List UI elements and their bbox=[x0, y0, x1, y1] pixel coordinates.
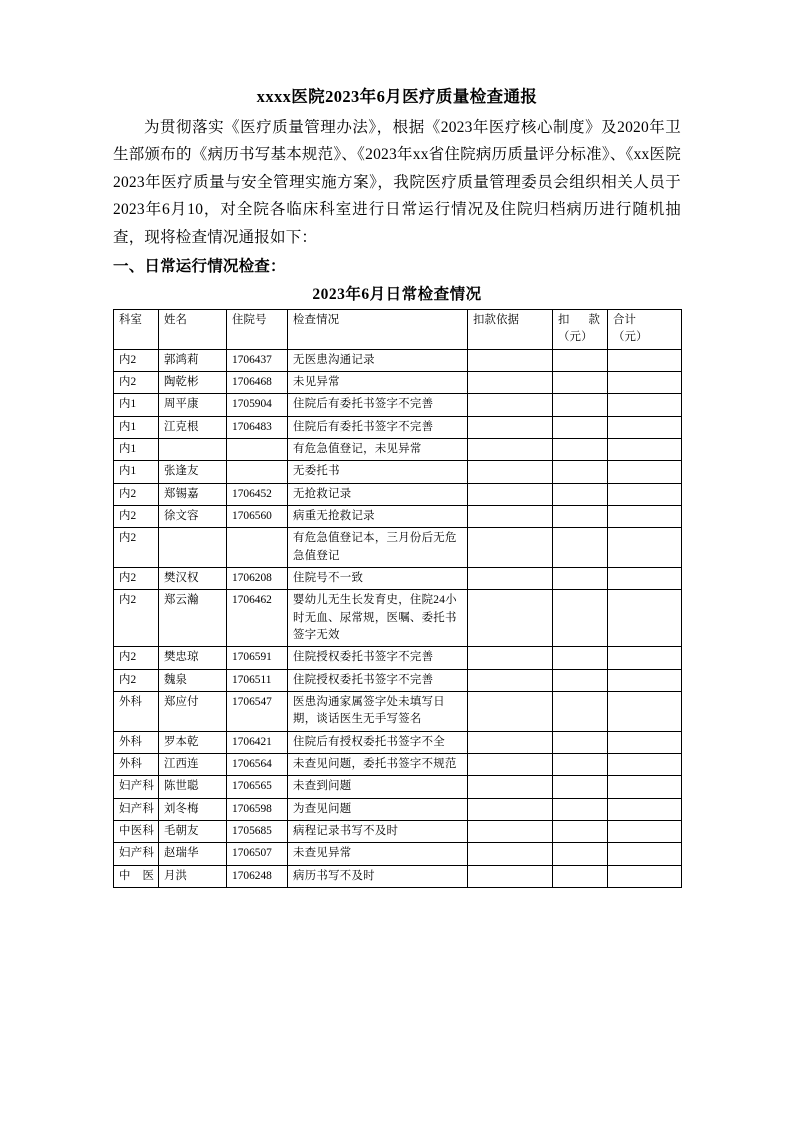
cell-admission-number-text: 1706507 bbox=[232, 847, 272, 860]
cell-department-text: 中医科 bbox=[119, 824, 154, 837]
column-header-department: 科室 bbox=[114, 310, 159, 350]
cell-inspection-text: 未查到问题 bbox=[293, 780, 352, 793]
cell-deduction-basis bbox=[468, 798, 553, 820]
cell-department: 外科 bbox=[114, 731, 159, 753]
cell-deduction-basis bbox=[468, 776, 553, 798]
cell-inspection-text: 有危急值登记，未见异常 bbox=[293, 443, 422, 455]
cell-total-amount bbox=[608, 865, 682, 887]
cell-name: 郑锡嘉 bbox=[159, 483, 227, 505]
cell-inspection-text: 住院授权委托书签字不完善 bbox=[293, 651, 434, 664]
cell-admission-number-text: 1706468 bbox=[232, 376, 272, 389]
cell-admission-number-text: 1706547 bbox=[232, 695, 272, 708]
table-row bbox=[114, 731, 682, 753]
table-row bbox=[114, 461, 682, 483]
cell-inspection bbox=[288, 505, 468, 527]
cell-department-text: 妇产科 bbox=[119, 780, 154, 793]
cell-inspection bbox=[288, 439, 468, 461]
cell-inspection bbox=[288, 691, 468, 731]
cell-deduction-amount bbox=[553, 567, 608, 589]
cell-deduction-basis bbox=[468, 394, 553, 416]
deduction-header-line-2: （元） bbox=[558, 331, 593, 344]
cell-department: 内2 bbox=[114, 567, 159, 589]
cell-total-amount bbox=[608, 505, 682, 527]
column-header-inspection-findings: 检查情况 bbox=[288, 310, 468, 350]
cell-deduction-basis bbox=[468, 483, 553, 505]
cell-admission-number-text: 1706591 bbox=[232, 651, 272, 664]
column-header-deduction-basis: 扣款依据 bbox=[468, 310, 553, 350]
table-header bbox=[114, 310, 682, 350]
table-row bbox=[114, 843, 682, 865]
cell-name: 樊汉权 bbox=[159, 567, 227, 589]
cell-inspection bbox=[288, 349, 468, 371]
cell-admission-number-text: 1706421 bbox=[232, 735, 272, 748]
cell-admission-number bbox=[227, 372, 288, 394]
cell-inspection-text: 病程记录书写不及时 bbox=[293, 824, 399, 837]
cell-inspection bbox=[288, 590, 468, 647]
cell-name: 陶乾彬 bbox=[159, 372, 227, 394]
cell-total-amount bbox=[608, 349, 682, 371]
cell-department-text: 妇产科 bbox=[119, 847, 154, 860]
cell-deduction-amount bbox=[553, 865, 608, 887]
table-row bbox=[114, 669, 682, 691]
cell-department bbox=[114, 843, 159, 865]
cell-total-amount bbox=[608, 372, 682, 394]
cell-name: 郑云瀚 bbox=[159, 590, 227, 647]
cell-admission-number bbox=[227, 505, 288, 527]
table-caption: 2023年6月日常检查情况 bbox=[312, 286, 482, 304]
cell-deduction-basis bbox=[468, 528, 553, 568]
cell-total-amount bbox=[608, 669, 682, 691]
cell-admission-number bbox=[227, 669, 288, 691]
cell-admission-number bbox=[227, 753, 288, 775]
cell-deduction-amount bbox=[553, 669, 608, 691]
cell-admission-number bbox=[227, 461, 288, 483]
cell-name: 郭鸿莉 bbox=[159, 349, 227, 371]
cell-total-amount bbox=[608, 394, 682, 416]
cell-name: 月洪 bbox=[159, 865, 227, 887]
cell-department: 内2 bbox=[114, 528, 159, 568]
cell-total-amount bbox=[608, 843, 682, 865]
cell-department bbox=[114, 865, 159, 887]
cell-inspection-text: 未查见问题，委托书签字不规范 bbox=[293, 757, 457, 770]
cell-inspection-text: 住院后有委托书签字不完善 bbox=[293, 420, 434, 433]
column-header-deduction-amount bbox=[553, 310, 608, 350]
cell-inspection bbox=[288, 483, 468, 505]
cell-inspection-text: 住院后有授权委托书签字不全 bbox=[293, 735, 445, 748]
page-title: xxxx医院2023年6月医疗质量检查通报 bbox=[256, 87, 538, 106]
cell-deduction-amount bbox=[553, 349, 608, 371]
column-header-total-amount bbox=[608, 310, 682, 350]
table-row bbox=[114, 505, 682, 527]
cell-deduction-basis bbox=[468, 865, 553, 887]
cell-admission-number-text: 1706511 bbox=[232, 673, 272, 686]
cell-deduction-amount bbox=[553, 843, 608, 865]
cell-total-amount bbox=[608, 416, 682, 438]
deduction-header-line-1: 扣 款 bbox=[558, 314, 600, 327]
cell-deduction-amount bbox=[553, 394, 608, 416]
cell-total-amount bbox=[608, 590, 682, 647]
cell-name: 魏泉 bbox=[159, 669, 227, 691]
cell-inspection-text: 未查见异常 bbox=[293, 847, 352, 860]
cell-admission-number-text: 1705685 bbox=[232, 824, 272, 837]
cell-name: 徐文容 bbox=[159, 505, 227, 527]
cell-deduction-basis bbox=[468, 590, 553, 647]
cell-admission-number-text: 1706208 bbox=[232, 571, 272, 584]
cell-inspection bbox=[288, 416, 468, 438]
cell-name: 郑应付 bbox=[159, 691, 227, 731]
cell-inspection bbox=[288, 669, 468, 691]
cell-inspection bbox=[288, 567, 468, 589]
cell-admission-number-text: 1706483 bbox=[232, 420, 272, 433]
cell-deduction-basis bbox=[468, 461, 553, 483]
cell-department: 内2 bbox=[114, 669, 159, 691]
cell-inspection-text: 病历书写不及时 bbox=[293, 869, 375, 882]
cell-inspection-text: 未见异常 bbox=[293, 376, 340, 389]
cell-name: 刘冬梅 bbox=[159, 798, 227, 820]
cell-admission-number-text: 1706560 bbox=[232, 509, 272, 522]
cell-name bbox=[159, 439, 227, 461]
cell-admission-number bbox=[227, 349, 288, 371]
cell-inspection bbox=[288, 528, 468, 568]
cell-department bbox=[114, 798, 159, 820]
table-row bbox=[114, 691, 682, 731]
cell-name: 陈世聪 bbox=[159, 776, 227, 798]
cell-admission-number bbox=[227, 843, 288, 865]
cell-admission-number-text: 1706598 bbox=[232, 802, 272, 815]
cell-admission-number-text: 1706462 bbox=[232, 594, 272, 607]
total-header-line-1: 合计 bbox=[613, 314, 637, 327]
table-row bbox=[114, 647, 682, 669]
table-row bbox=[114, 798, 682, 820]
cell-inspection bbox=[288, 843, 468, 865]
cell-admission-number bbox=[227, 647, 288, 669]
cell-department: 内2 bbox=[114, 483, 159, 505]
cell-name bbox=[159, 528, 227, 568]
cell-department: 内2 bbox=[114, 647, 159, 669]
column-header-name: 姓名 bbox=[159, 310, 227, 350]
cell-admission-number bbox=[227, 416, 288, 438]
cell-admission-number bbox=[227, 567, 288, 589]
cell-inspection-text: 医患沟通家属签字处未填写日期，谈话医生无手写签名 bbox=[293, 695, 445, 726]
cell-department: 内2 bbox=[114, 505, 159, 527]
cell-inspection bbox=[288, 647, 468, 669]
cell-deduction-amount bbox=[553, 416, 608, 438]
cell-deduction-amount bbox=[553, 691, 608, 731]
cell-department: 内1 bbox=[114, 394, 159, 416]
cell-deduction-amount bbox=[553, 483, 608, 505]
table-row bbox=[114, 820, 682, 842]
cell-admission-number bbox=[227, 439, 288, 461]
cell-deduction-amount bbox=[553, 461, 608, 483]
table-body bbox=[114, 349, 682, 887]
cell-department bbox=[114, 820, 159, 842]
cell-deduction-basis bbox=[468, 820, 553, 842]
cell-total-amount bbox=[608, 528, 682, 568]
cell-deduction-amount bbox=[553, 798, 608, 820]
cell-deduction-basis bbox=[468, 416, 553, 438]
cell-name: 毛朝友 bbox=[159, 820, 227, 842]
cell-admission-number bbox=[227, 820, 288, 842]
cell-department: 内2 bbox=[114, 349, 159, 371]
cell-deduction-basis bbox=[468, 439, 553, 461]
cell-department: 内1 bbox=[114, 461, 159, 483]
cell-deduction-amount bbox=[553, 753, 608, 775]
cell-inspection-text: 为查见问题 bbox=[293, 802, 352, 815]
section-heading-daily-operations: 一、日常运行情况检查： bbox=[113, 258, 286, 276]
cell-deduction-basis bbox=[468, 505, 553, 527]
cell-inspection-text: 住院后有委托书签字不完善 bbox=[293, 398, 434, 411]
cell-total-amount bbox=[608, 567, 682, 589]
cell-department: 内2 bbox=[114, 590, 159, 647]
cell-department-text: 妇产科 bbox=[119, 802, 154, 815]
table-header-row bbox=[114, 310, 682, 350]
cell-department: 外科 bbox=[114, 691, 159, 731]
cell-inspection-text: 有危急值登记本，三月份后无危急值登记 bbox=[293, 532, 457, 562]
cell-inspection bbox=[288, 753, 468, 775]
cell-total-amount bbox=[608, 647, 682, 669]
intro-paragraph: 为贯彻落实《医疗质量管理办法》，根据《2023年医疗核心制度》及2020年卫生部颁布的《病历书写基本规范》、《2023年xx省住院病历质量评分标准》、《xx医院2023年医疗质量与安全管理实施方案》，我院医疗质量管理委员会组织相关人员于2023年6月10，对全院各临床科室进行日常运行情况及住院归档病历进行随机抽查，现将检查情况通报如下： bbox=[113, 118, 681, 246]
cell-deduction-basis bbox=[468, 753, 553, 775]
cell-deduction-basis bbox=[468, 691, 553, 731]
column-header-admission-number: 住院号 bbox=[227, 310, 288, 350]
table-row bbox=[114, 865, 682, 887]
table-row bbox=[114, 753, 682, 775]
cell-inspection-text: 无抢救记录 bbox=[293, 487, 352, 500]
cell-total-amount bbox=[608, 776, 682, 798]
cell-name: 江西连 bbox=[159, 753, 227, 775]
cell-deduction-amount bbox=[553, 505, 608, 527]
cell-name: 樊忠琼 bbox=[159, 647, 227, 669]
cell-admission-number-text: 1706437 bbox=[232, 353, 272, 366]
cell-name: 赵瑞华 bbox=[159, 843, 227, 865]
cell-inspection bbox=[288, 461, 468, 483]
cell-total-amount bbox=[608, 483, 682, 505]
cell-deduction-basis bbox=[468, 843, 553, 865]
cell-total-amount bbox=[608, 461, 682, 483]
cell-total-amount bbox=[608, 731, 682, 753]
cell-deduction-amount bbox=[553, 776, 608, 798]
cell-admission-number-text: 1706248 bbox=[232, 869, 272, 882]
cell-inspection-text: 无医患沟通记录 bbox=[293, 353, 375, 366]
cell-total-amount bbox=[608, 820, 682, 842]
cell-deduction-basis bbox=[468, 567, 553, 589]
cell-deduction-basis bbox=[468, 349, 553, 371]
cell-inspection bbox=[288, 865, 468, 887]
table-row bbox=[114, 439, 682, 461]
cell-department-text: 中医 bbox=[119, 869, 154, 882]
cell-name: 张逢友 bbox=[159, 461, 227, 483]
cell-deduction-amount bbox=[553, 439, 608, 461]
cell-admission-number bbox=[227, 798, 288, 820]
cell-total-amount bbox=[608, 691, 682, 731]
cell-deduction-basis bbox=[468, 372, 553, 394]
cell-inspection bbox=[288, 820, 468, 842]
table-row bbox=[114, 567, 682, 589]
cell-inspection-text: 住院授权委托书签字不完善 bbox=[293, 673, 434, 686]
cell-admission-number-text: 1706452 bbox=[232, 487, 272, 500]
cell-inspection-text: 病重无抢救记录 bbox=[293, 509, 375, 522]
cell-total-amount bbox=[608, 439, 682, 461]
cell-deduction-basis bbox=[468, 647, 553, 669]
cell-deduction-amount bbox=[553, 647, 608, 669]
cell-admission-number bbox=[227, 776, 288, 798]
table-row bbox=[114, 776, 682, 798]
cell-admission-number bbox=[227, 731, 288, 753]
cell-deduction-amount bbox=[553, 528, 608, 568]
cell-department: 内1 bbox=[114, 439, 159, 461]
cell-deduction-amount bbox=[553, 820, 608, 842]
cell-deduction-amount bbox=[553, 731, 608, 753]
cell-admission-number bbox=[227, 865, 288, 887]
cell-department: 外科 bbox=[114, 753, 159, 775]
cell-department: 内1 bbox=[114, 416, 159, 438]
cell-inspection-text: 婴幼儿无生长发育史，住院24小时无血、尿常规，医嘱、委托书签字无效 bbox=[293, 594, 457, 641]
cell-department bbox=[114, 776, 159, 798]
cell-admission-number bbox=[227, 691, 288, 731]
table-row bbox=[114, 349, 682, 371]
cell-inspection bbox=[288, 776, 468, 798]
table-row bbox=[114, 394, 682, 416]
cell-admission-number bbox=[227, 483, 288, 505]
cell-inspection bbox=[288, 731, 468, 753]
cell-admission-number-text: 1706565 bbox=[232, 780, 272, 793]
table-row bbox=[114, 528, 682, 568]
cell-inspection bbox=[288, 394, 468, 416]
cell-admission-number-text: 1706564 bbox=[232, 757, 272, 770]
cell-deduction-basis bbox=[468, 669, 553, 691]
table-row bbox=[114, 590, 682, 647]
document-body bbox=[113, 84, 681, 888]
total-header-line-2: （元） bbox=[613, 331, 648, 344]
cell-deduction-amount bbox=[553, 590, 608, 647]
daily-inspection-table bbox=[113, 309, 682, 888]
cell-inspection bbox=[288, 798, 468, 820]
cell-admission-number bbox=[227, 590, 288, 647]
cell-admission-number bbox=[227, 528, 288, 568]
cell-inspection-text: 住院号不一致 bbox=[293, 571, 364, 584]
cell-name: 江克根 bbox=[159, 416, 227, 438]
cell-inspection-text: 无委托书 bbox=[293, 465, 340, 478]
cell-total-amount bbox=[608, 753, 682, 775]
cell-department: 内2 bbox=[114, 372, 159, 394]
table-row bbox=[114, 416, 682, 438]
table-row bbox=[114, 483, 682, 505]
table-row bbox=[114, 372, 682, 394]
cell-total-amount bbox=[608, 798, 682, 820]
cell-name: 周平康 bbox=[159, 394, 227, 416]
cell-deduction-basis bbox=[468, 731, 553, 753]
cell-admission-number bbox=[227, 394, 288, 416]
cell-deduction-amount bbox=[553, 372, 608, 394]
cell-inspection bbox=[288, 372, 468, 394]
cell-name: 罗本乾 bbox=[159, 731, 227, 753]
cell-admission-number-text: 1705904 bbox=[232, 398, 272, 411]
